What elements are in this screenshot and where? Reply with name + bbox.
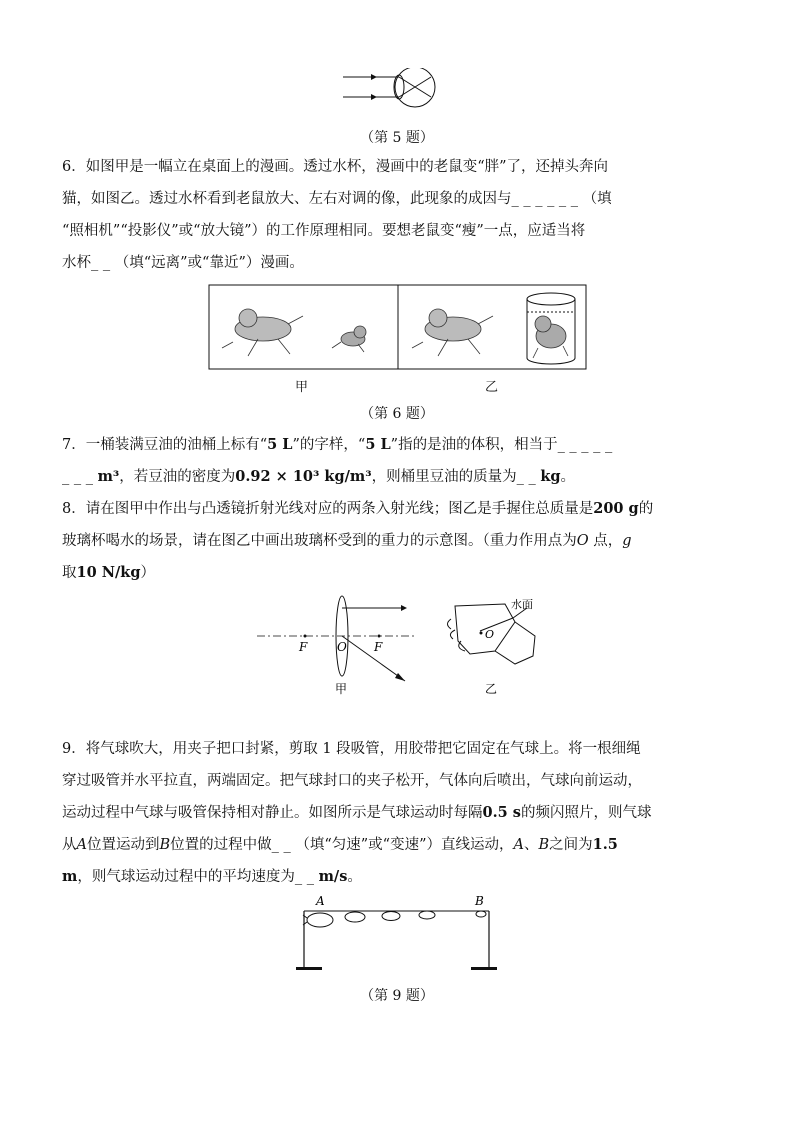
q8-text-1b: 的 xyxy=(638,501,654,517)
q9-line-5 xyxy=(62,861,734,893)
q9-b: B xyxy=(159,837,171,853)
q8-text-2b: 点， xyxy=(588,533,623,549)
q9-line-3 xyxy=(62,797,734,829)
q8-text-3b: ） xyxy=(140,565,155,581)
q8-g: g xyxy=(622,533,632,549)
q7-text-1c: ”指的是油的体积，相当于_ _ _ _ _ xyxy=(390,437,613,453)
balloon-drawings xyxy=(303,911,486,927)
mouse-drawing-left xyxy=(332,326,366,352)
q7-line-1 xyxy=(62,429,734,461)
q9-line-1: 9．将气球吹大，用夹子把口封紧，剪取 1 段吸管，用胶带把它固定在气球上。将一根细绳 xyxy=(62,741,641,757)
q8-gval: 10 N/kg xyxy=(76,564,141,581)
q5-eye-figure xyxy=(335,68,445,108)
q9-line-4 xyxy=(62,829,734,861)
q7-unit-m3: m³ xyxy=(97,468,120,485)
q9-interval: 0.5 s xyxy=(482,804,521,821)
q9-sep: 、 xyxy=(524,837,539,853)
q9-a2: A xyxy=(513,837,524,853)
q8-text-3a: 取 xyxy=(62,565,77,581)
q6-line-2: 猫，如图乙。透过水杯看到老鼠放大、左右对调的像，此现象的成因与_ _ _ _ _ _ （填 xyxy=(62,191,612,207)
q8-mass: 200 g xyxy=(593,500,639,517)
q9-b2: B xyxy=(538,837,550,853)
q5-caption: （第 5 题） xyxy=(360,130,434,146)
q6-caption: （第 6 题） xyxy=(360,406,434,422)
q9-dist: 1.5 xyxy=(592,836,618,853)
q8-label-jia: 甲 xyxy=(335,682,348,696)
q6-line-4: 水杯_ _ （填“远离”或“靠近”）漫画。 xyxy=(62,255,304,271)
cat-drawing-left xyxy=(222,309,303,356)
q6-line-3: “照相机”“投影仪”或“放大镜”）的工作原理相同。要想老鼠变“瘦”一点，应适当将 xyxy=(62,223,586,239)
q8-text xyxy=(62,493,734,589)
q9-text-5c: 。 xyxy=(347,869,362,885)
q8-label-f2: F xyxy=(374,640,383,654)
q7-unit-5l-2: 5 L xyxy=(365,436,391,453)
q8-label-f1: F xyxy=(299,640,308,654)
q6-line-1: 6．如图甲是一幅立在桌面上的漫画。透过水杯，漫画中的老鼠变“胖”了，还掉头奔向 xyxy=(62,159,609,175)
q8-line-3 xyxy=(62,557,734,589)
cat-drawing-right xyxy=(412,309,493,356)
q9-text-4c: 位置的过程中做_ _ （填“匀速”或“变速”）直线运动， xyxy=(170,837,514,853)
q8-lens-figure xyxy=(255,586,555,698)
q9-speed-unit: m/s xyxy=(318,868,348,885)
q9-label-b: B xyxy=(475,894,484,908)
q9-text-3b: 的频闪照片，则气球 xyxy=(520,805,652,821)
q8-label-o2: O xyxy=(485,628,495,641)
q9-text xyxy=(62,733,734,893)
q9-balloon-figure xyxy=(294,893,504,973)
q7-text-1b: ”的字样，“ xyxy=(292,437,366,453)
q9-text-4b: 位置运动到 xyxy=(86,837,160,853)
q9-line-2: 穿过吸管并水平拉直，两端固定。把气球封口的夹子松开，气体向后喷出，气球向前运动， xyxy=(62,773,642,789)
q8-line-2 xyxy=(62,525,734,557)
q7-text-2a: _ _ _ xyxy=(62,469,98,485)
q6-label-right: 乙 xyxy=(485,380,499,395)
q9-label-a: A xyxy=(316,894,325,908)
q6-text xyxy=(62,151,734,279)
mouse-drawing-right xyxy=(533,316,568,358)
q9-caption: （第 9 题） xyxy=(360,988,434,1004)
q8-label-o: O xyxy=(337,640,347,654)
q7-text-2c: ，则桶里豆油的质量为_ _ xyxy=(371,469,541,485)
q9-text-4d: 之间为 xyxy=(549,837,593,853)
q7-density: 0.92 × 10³ kg/m³ xyxy=(235,468,372,485)
q7-text-1a: 7．一桶装满豆油的油桶上标有“ xyxy=(62,437,268,453)
q9-text-5b: ，则气球运动过程中的平均速度为_ _ xyxy=(77,869,319,885)
q9-text-3a: 运动过程中气球与吸管保持相对静止。如图所示是气球运动时每隔 xyxy=(62,805,483,821)
q7-text-2d: 。 xyxy=(560,469,576,485)
q9-unit-m: m xyxy=(62,868,78,885)
q6-label-left: 甲 xyxy=(295,380,309,395)
q8-text-1a: 8．请在图甲中作出与凸透镜折射光线对应的两条入射光线；图乙是手握住总质量是 xyxy=(62,501,594,517)
q7-unit-kg: kg xyxy=(540,468,561,485)
q8-label-yi: 乙 xyxy=(485,682,498,696)
q7-text xyxy=(62,429,734,493)
q9-a: A xyxy=(76,837,87,853)
q6-cartoon-figure xyxy=(208,284,588,372)
q8-text-2a: 玻璃杯喝水的场景，请在图乙中画出玻璃杯受到的重力的示意图。（重力作用点为 xyxy=(62,533,577,549)
q7-unit-5l: 5 L xyxy=(267,436,293,453)
q8-label-water: 水面 xyxy=(511,598,533,611)
q8-line-1 xyxy=(62,493,734,525)
q7-text-2b: ，若豆油的密度为 xyxy=(119,469,236,485)
q9-text-4a: 从 xyxy=(62,837,77,853)
q7-line-2 xyxy=(62,461,734,493)
q8-point-o: O xyxy=(576,533,589,549)
